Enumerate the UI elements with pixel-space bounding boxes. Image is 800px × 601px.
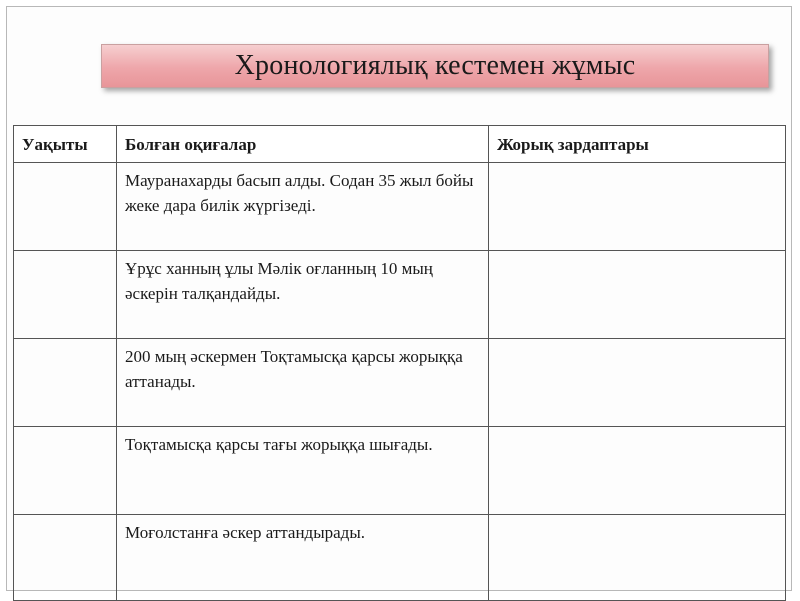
time-cell[interactable] [14, 251, 117, 339]
event-cell: Моғолстанға әскер аттандырады. [117, 515, 489, 601]
time-cell[interactable] [14, 427, 117, 515]
column-header-time: Уақыты [14, 126, 117, 163]
column-header-consequences: Жорық зардаптары [489, 126, 786, 163]
column-header-events: Болған оқиғалар [117, 126, 489, 163]
time-cell[interactable] [14, 339, 117, 427]
time-cell[interactable] [14, 163, 117, 251]
time-cell[interactable] [14, 515, 117, 601]
chronology-table [13, 125, 786, 601]
consequence-cell[interactable] [489, 251, 786, 339]
consequence-cell[interactable] [489, 163, 786, 251]
table-row [14, 515, 786, 601]
title-banner [101, 44, 769, 88]
table-header-row [14, 126, 786, 163]
table-row [14, 339, 786, 427]
event-cell: Ұрұс ханның ұлы Мәлік оғланның 10 мың әскерін талқандайды. [117, 251, 489, 339]
consequence-cell[interactable] [489, 515, 786, 601]
event-cell: 200 мың әскермен Тоқтамысқа қарсы жорыққа аттанады. [117, 339, 489, 427]
table-row [14, 251, 786, 339]
consequence-cell[interactable] [489, 427, 786, 515]
event-cell: Мауранахарды басып алды. Содан 35 жыл бойы жеке дара билік жүргізеді. [117, 163, 489, 251]
consequence-cell[interactable] [489, 339, 786, 427]
page-title: Хронологиялық кестемен жұмыс [234, 50, 636, 81]
table-row [14, 427, 786, 515]
event-cell: Тоқтамысқа қарсы тағы жорыққа шығады. [117, 427, 489, 515]
table-row [14, 163, 786, 251]
